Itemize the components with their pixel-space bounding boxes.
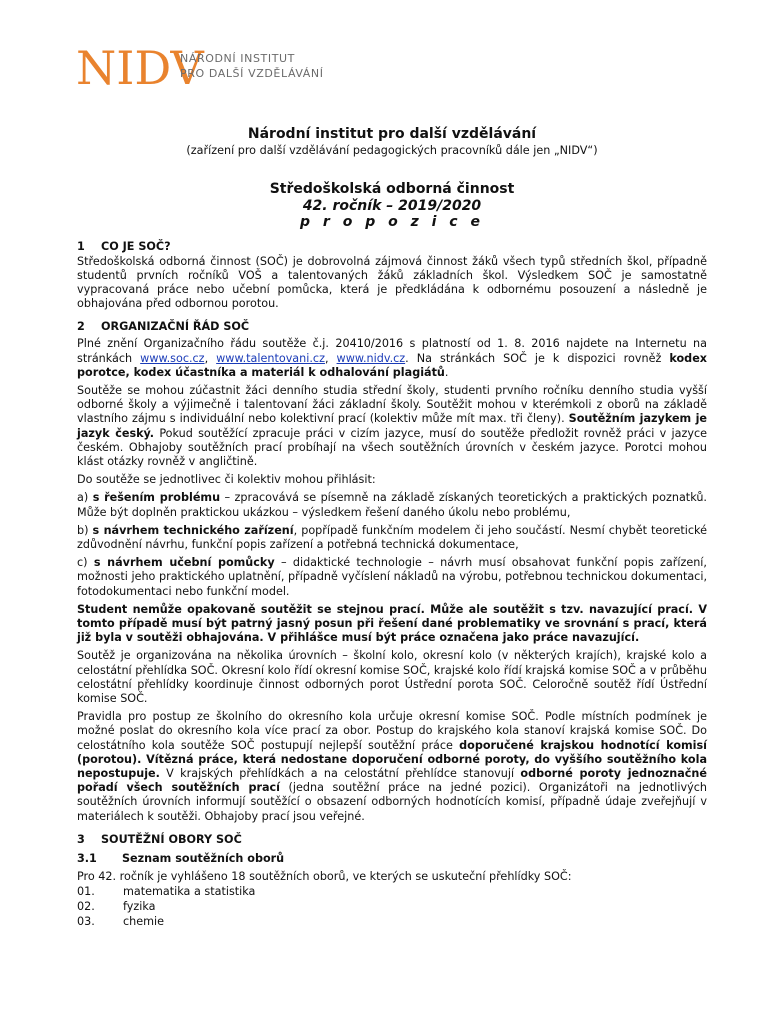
section-title: SOUTĚŽNÍ OBORY SOČ bbox=[101, 832, 242, 846]
section-1-heading bbox=[77, 240, 707, 253]
section-number: 1 bbox=[77, 239, 85, 253]
logo-text-line1: NÁRODNÍ INSTITUT bbox=[180, 52, 296, 65]
section-2-paragraph-2: Soutěže se mohou zúčastnit žáci denního studia střední školy, studenti prvního ročníku denního studia vyšší odborné školy a výjimečně i talentovaní žáci základní školy. Soutěžit mohou v kterémkoli z oborů na základě vlastního zájmu s individuální nebo kolektivní prací (kolektiv může mít max. tři členy). Soutěžním jazykem je jazyk český. Pokud soutěžící zpracuje práci v cizím jazyce, musí do soutěže předložit rovněž práci v jazyce českém. Obhajoby soutěžních prací probíhají na všech soutěžních úrovních v českém jazyce. Porotci mohou klást otázky rovněž v angličtině. bbox=[77, 383, 707, 468]
subsection-3-1-heading bbox=[77, 852, 707, 865]
section-3-heading bbox=[77, 833, 707, 846]
doc-title-line2: 42. ročník – 2019/2020 bbox=[302, 197, 482, 214]
section-2-paragraph-3: Do soutěže se jednotlivec či kolektiv mohou přihlásit: bbox=[77, 473, 376, 487]
list-item: 03. chemie bbox=[77, 915, 165, 929]
document-title bbox=[77, 181, 707, 231]
doc-title-line1: Středoškolská odborná činnost bbox=[269, 181, 515, 197]
section-number: 2 bbox=[77, 320, 85, 334]
option-a: a) s řešením problému – zpracovává se písemně na základě získaných teoretických a praktických poznatků. Může být doplněn praktickou ukázkou – výsledkem řešení daného úkolu nebo problému, bbox=[77, 491, 707, 519]
section-2-paragraph-1: Plné znění Organizačního řádu soutěže č.j. 20410/2016 s platností od 1. 8. 2016 najdete na Internetu na stránkách www.soc.cz, www.talentovani.cz, www.nidv.cz. Na stránkách SOČ je k dispozici rovněž kodex porotce, kodex účastníka a materiál k odhalování plagiátů. bbox=[77, 337, 707, 379]
repeat-warning: Student nemůže opakovaně soutěžit se stejnou prací. Může ale soutěžit s tzv. navazující prací. V tomto případě musí být patrný jasný posun při řešení dané problematiky ve srovnání s prací, která již byla v soutěži obhajována. V přihlášce musí být práce označena jako práce navazující. bbox=[77, 602, 707, 645]
section-2-paragraph-5: Pravidla pro postup ze školního do okresního kola určuje okresní komise SOČ. Podle místních podmínek je možné poslat do okresního kola více prací za obor. Postup do krajského kola stanoví krajská komise SOČ. Do celostátního kola soutěže SOČ postupují nejlepší soutěžní práce doporučené krajskou hodnotící komisí (porotou). Vítězná práce, která nedostane doporučení odborné poroty, do vyššího soutěžního kola nepostupuje. V krajských přehlídkách a na celostátní přehlídce stanovují odborné poroty jednoznačné pořadí všech soutěžních prací (jedna soutěžní práce na jedné pozici). Organizátoři na jednotlivých soutěžních úrovních informují soutěžící o obsazení odborných hodnotících komisí, případně údaje zveřejňují v materiálech k soutěži. Obhajoby prací jsou veřejné. bbox=[77, 710, 707, 823]
nidv-logo bbox=[76, 40, 356, 96]
fields-list bbox=[77, 884, 707, 929]
svg-text:NIDV: NIDV bbox=[76, 41, 204, 95]
nidv-logo-mark-icon bbox=[76, 40, 204, 96]
fields-intro: Pro 42. ročník je vyhlášeno 18 soutěžních oborů, ve kterých se uskuteční přehlídky SOČ: bbox=[77, 869, 572, 883]
option-b: b) s návrhem technického zařízení, popřípadě funkčním modelem či jeho součástí. Nesmí chybět teoretické zdůvodnění návrhu, funkční popis zařízení a potřebná technická dokumentace, bbox=[77, 523, 707, 551]
logo-text-line2: PRO DALŠÍ VZDĚLÁVÁNÍ bbox=[180, 67, 324, 80]
institution-subtitle: (zařízení pro další vzdělávání pedagogických pracovníků dále jen „NIDV“) bbox=[186, 144, 598, 157]
institution-title: Národní institut pro další vzdělávání bbox=[247, 126, 537, 142]
subsection-number: 3.1 bbox=[77, 851, 97, 865]
section-1-paragraph: Středoškolská odborná činnost (SOČ) je dobrovolná zájmová činnost žáků všech typů středních škol, případně studentů prvních ročníků VOŠ a talentovaných žáků základních škol. Výsledkem SOČ je samostatně vypracovaná práce nebo učební pomůcka, která je předkládána k odbornému posouzení a následně je obhajována před odbornou porotou. bbox=[77, 254, 707, 311]
section-2-heading bbox=[77, 320, 707, 333]
section-number: 3 bbox=[77, 832, 85, 846]
list-item: 01. matematika a statistika bbox=[77, 885, 256, 899]
section-2-paragraph-4: Soutěž je organizována na několika úrovních – školní kolo, okresní kolo (v některých krajích), krajské kolo a celostátní přehlídka SOČ. Okresní kolo řídí okresní komise SOČ, krajské kolo řídí krajská komise SOČ a v průběhu celostátní přehlídky koordinuje činnost odborných porot Ústřední porota SOČ. Celoročně soutěž řídí Ústřední komise SOČ. bbox=[77, 649, 707, 705]
option-c: c) s návrhem učební pomůcky – didaktické technologie – návrh musí obsahovat funkční popis zařízení, možnosti jeho praktického uplatnění, případně vyčíslení nákladů na výrobu, potřebnou technickou dokumentaci, fotodokumentaci nebo funkční model. bbox=[77, 556, 707, 598]
subsection-title: Seznam soutěžních oborů bbox=[122, 851, 285, 865]
link-nidv[interactable]: www.nidv.cz bbox=[336, 351, 406, 365]
link-soc[interactable]: www.soc.cz bbox=[140, 351, 205, 365]
section-title: CO JE SOČ? bbox=[101, 239, 171, 253]
doc-title-line3: p r o p o z i c e bbox=[300, 214, 484, 230]
section-title: ORGANIZAČNÍ ŘÁD SOČ bbox=[101, 320, 250, 334]
link-talentovani[interactable]: www.talentovani.cz bbox=[216, 351, 325, 365]
list-item: 02. fyzika bbox=[77, 900, 156, 914]
document-content bbox=[77, 126, 707, 929]
